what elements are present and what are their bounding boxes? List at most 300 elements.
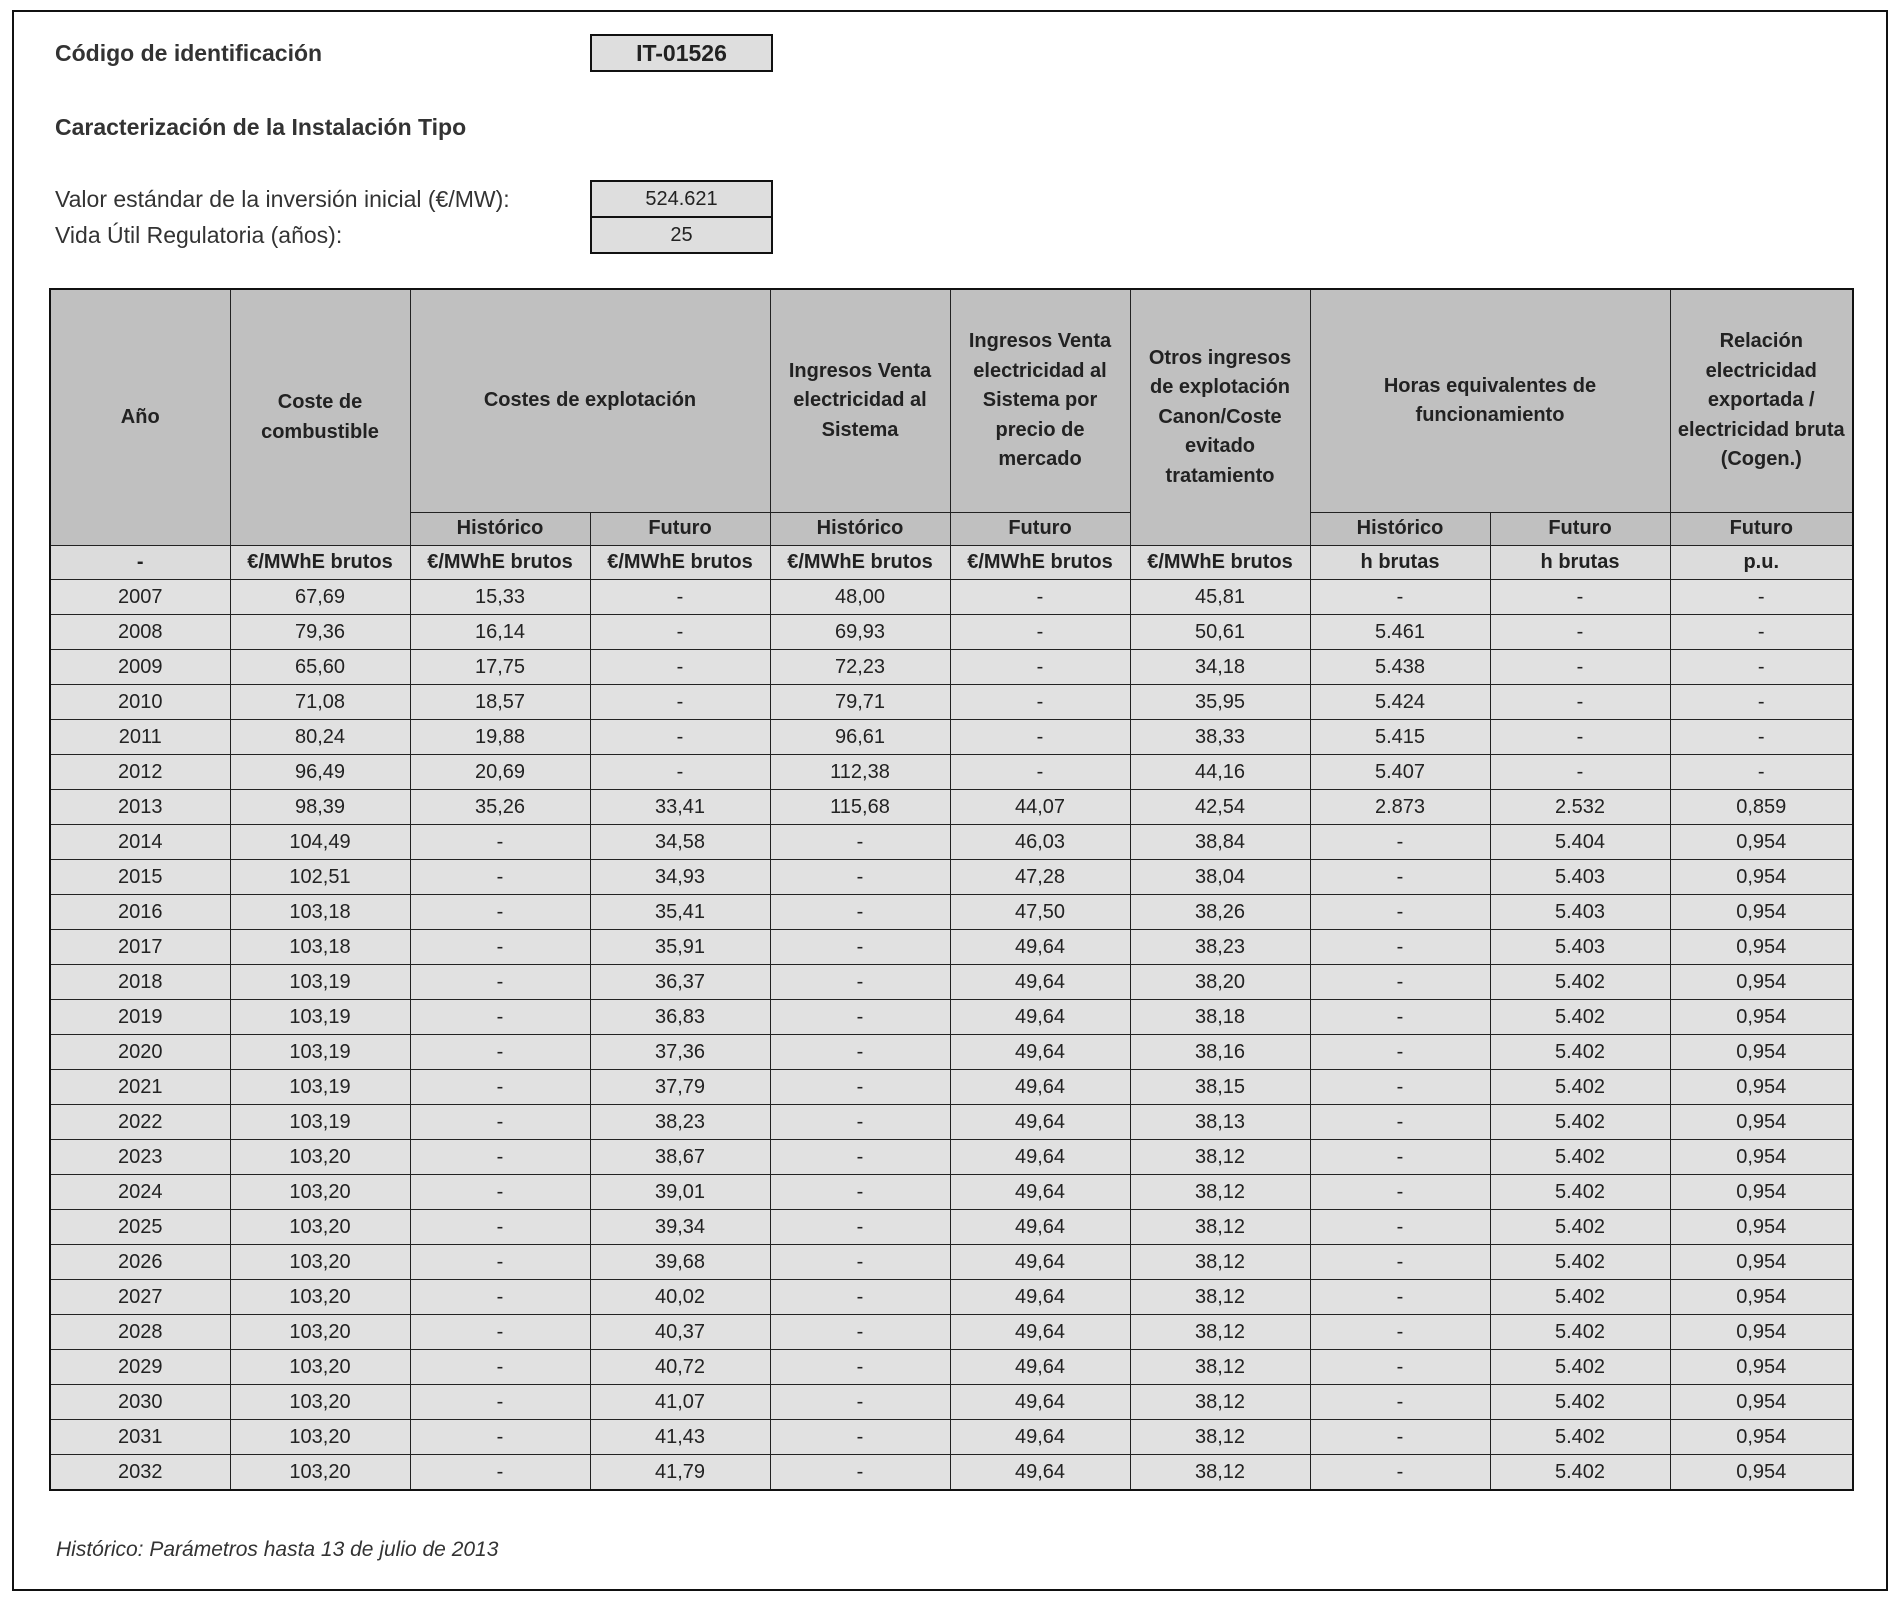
footnote: Histórico: Parámetros hasta 13 de julio de 2013 — [56, 1538, 499, 1561]
table-cell: 2025 — [50, 1210, 230, 1245]
table-cell: 49,64 — [950, 965, 1130, 1000]
table-cell: 2012 — [50, 755, 230, 790]
table-cell: 49,64 — [950, 1035, 1130, 1070]
table-cell: 0,954 — [1670, 965, 1853, 1000]
table-cell: 0,954 — [1670, 1245, 1853, 1280]
table-cell: 0,954 — [1670, 1385, 1853, 1420]
table-cell: 5.402 — [1490, 1350, 1670, 1385]
table-cell: - — [1490, 720, 1670, 755]
table-cell: 0,954 — [1670, 895, 1853, 930]
table-cell: - — [1310, 1105, 1490, 1140]
table-cell: - — [1490, 650, 1670, 685]
table-cell: 65,60 — [230, 650, 410, 685]
table-cell: - — [1490, 755, 1670, 790]
table-cell: 79,36 — [230, 615, 410, 650]
table-cell: 2.873 — [1310, 790, 1490, 825]
table-cell: - — [770, 1070, 950, 1105]
header-year: Año — [50, 289, 230, 546]
table-cell: 103,20 — [230, 1210, 410, 1245]
table-cell: 44,16 — [1130, 755, 1310, 790]
table-cell: 103,20 — [230, 1420, 410, 1455]
table-cell: - — [1670, 615, 1853, 650]
table-cell: 2021 — [50, 1070, 230, 1105]
table-row — [50, 685, 1853, 720]
table-cell: - — [770, 1140, 950, 1175]
table-cell: 40,02 — [590, 1280, 770, 1315]
table-cell: - — [1670, 580, 1853, 615]
table-cell: - — [590, 720, 770, 755]
table-cell: - — [1310, 1140, 1490, 1175]
table-cell: - — [1310, 895, 1490, 930]
table-cell: - — [770, 965, 950, 1000]
table-cell: 38,18 — [1130, 1000, 1310, 1035]
table-cell: 38,23 — [590, 1105, 770, 1140]
table-cell: - — [410, 1035, 590, 1070]
table-cell: 35,91 — [590, 930, 770, 965]
table-cell: 2018 — [50, 965, 230, 1000]
table-cell: 38,04 — [1130, 860, 1310, 895]
table-cell: - — [1310, 825, 1490, 860]
table-cell: 0,954 — [1670, 1420, 1853, 1455]
table-cell: - — [950, 685, 1130, 720]
table-cell: 72,23 — [770, 650, 950, 685]
table-cell: 5.402 — [1490, 1175, 1670, 1210]
table-cell: - — [1490, 615, 1670, 650]
table-cell: - — [1310, 1000, 1490, 1035]
table-cell: 41,07 — [590, 1385, 770, 1420]
table-cell: 2030 — [50, 1385, 230, 1420]
table-row — [50, 1455, 1853, 1491]
table-cell: 40,72 — [590, 1350, 770, 1385]
table-cell: 2019 — [50, 1000, 230, 1035]
table-cell: 5.402 — [1490, 1035, 1670, 1070]
units-row — [50, 546, 1853, 580]
table-cell: 5.404 — [1490, 825, 1670, 860]
table-cell: - — [410, 1140, 590, 1175]
table-cell: 5.415 — [1310, 720, 1490, 755]
table-cell: 38,20 — [1130, 965, 1310, 1000]
table-row — [50, 650, 1853, 685]
header-ratio: Relación electricidad exportada / electricidad bruta (Cogen.) — [1670, 289, 1853, 513]
subheader-ratio-futuro: Futuro — [1670, 513, 1853, 546]
table-cell: 35,26 — [410, 790, 590, 825]
table-cell: - — [410, 1175, 590, 1210]
life-value: 25 — [590, 216, 773, 254]
table-cell: 103,20 — [230, 1140, 410, 1175]
subheader-sales-historico: Histórico — [770, 513, 950, 546]
table-cell: 42,54 — [1130, 790, 1310, 825]
table-cell: 34,93 — [590, 860, 770, 895]
table-cell: 46,03 — [950, 825, 1130, 860]
table-cell: 38,67 — [590, 1140, 770, 1175]
table-cell: 5.403 — [1490, 895, 1670, 930]
table-cell: - — [770, 1245, 950, 1280]
table-cell: 36,37 — [590, 965, 770, 1000]
table-cell: 16,14 — [410, 615, 590, 650]
table-row — [50, 1000, 1853, 1035]
table-cell: 2026 — [50, 1245, 230, 1280]
table-cell: 47,50 — [950, 895, 1130, 930]
table-cell: 17,75 — [410, 650, 590, 685]
table-cell: - — [410, 825, 590, 860]
table-cell: 67,69 — [230, 580, 410, 615]
unit-cell: €/MWhE brutos — [950, 546, 1130, 580]
table-cell: - — [590, 580, 770, 615]
table-cell: 5.402 — [1490, 1105, 1670, 1140]
header-fuel-cost: Coste de combustible — [230, 289, 410, 546]
table-cell: 0,954 — [1670, 930, 1853, 965]
table-cell: - — [1310, 930, 1490, 965]
table-cell: 98,39 — [230, 790, 410, 825]
table-cell: - — [1670, 755, 1853, 790]
table-cell: 2011 — [50, 720, 230, 755]
table-cell: - — [590, 685, 770, 720]
table-cell: 0,954 — [1670, 1105, 1853, 1140]
table-row — [50, 895, 1853, 930]
table-cell: - — [410, 1105, 590, 1140]
table-row — [50, 1350, 1853, 1385]
table-cell: 37,36 — [590, 1035, 770, 1070]
table-cell: 44,07 — [950, 790, 1130, 825]
table-cell: 0,954 — [1670, 1070, 1853, 1105]
table-cell: - — [1670, 685, 1853, 720]
table-cell: 96,49 — [230, 755, 410, 790]
table-cell: - — [950, 650, 1130, 685]
table-row — [50, 825, 1853, 860]
table-cell: 5.402 — [1490, 1420, 1670, 1455]
table-cell: - — [1670, 650, 1853, 685]
table-cell: 2028 — [50, 1315, 230, 1350]
table-cell: 5.402 — [1490, 1385, 1670, 1420]
table-row — [50, 1070, 1853, 1105]
table-cell: 38,12 — [1130, 1350, 1310, 1385]
table-cell: 0,954 — [1670, 1455, 1853, 1491]
table-cell: 5.402 — [1490, 965, 1670, 1000]
table-cell: 2013 — [50, 790, 230, 825]
table-row — [50, 1385, 1853, 1420]
table-cell: 2032 — [50, 1455, 230, 1491]
table-cell: 103,19 — [230, 1035, 410, 1070]
table-cell: 40,37 — [590, 1315, 770, 1350]
header-sales-market: Ingresos Venta electricidad al Sistema por precio de mercado — [950, 289, 1130, 513]
table-cell: 49,64 — [950, 1070, 1130, 1105]
table-cell: 0,954 — [1670, 1315, 1853, 1350]
table-cell: 0,954 — [1670, 825, 1853, 860]
table-cell: 49,64 — [950, 1385, 1130, 1420]
table-cell: 2027 — [50, 1280, 230, 1315]
table-cell: - — [590, 650, 770, 685]
table-cell: 103,20 — [230, 1175, 410, 1210]
table-cell: 5.424 — [1310, 685, 1490, 720]
header-sales-system: Ingresos Venta electricidad al Sistema — [770, 289, 950, 513]
table-cell: 5.402 — [1490, 1245, 1670, 1280]
table-cell: 103,19 — [230, 965, 410, 1000]
table-cell: - — [1310, 860, 1490, 895]
table-cell: 71,08 — [230, 685, 410, 720]
table-row — [50, 1210, 1853, 1245]
table-cell: - — [1310, 1280, 1490, 1315]
table-cell: 49,64 — [950, 1280, 1130, 1315]
section-title: Caracterización de la Instalación Tipo — [55, 114, 467, 140]
table-row — [50, 615, 1853, 650]
table-cell: - — [1310, 1315, 1490, 1350]
table-cell: 36,83 — [590, 1000, 770, 1035]
table-cell: 103,19 — [230, 1000, 410, 1035]
table-cell: - — [770, 1210, 950, 1245]
table-row — [50, 1245, 1853, 1280]
table-cell: 38,12 — [1130, 1175, 1310, 1210]
table-cell: 0,954 — [1670, 1280, 1853, 1315]
table-cell: 5.438 — [1310, 650, 1490, 685]
table-cell: - — [590, 615, 770, 650]
table-cell: 5.461 — [1310, 615, 1490, 650]
table-cell: 5.402 — [1490, 1210, 1670, 1245]
table-row — [50, 790, 1853, 825]
table-cell: 38,12 — [1130, 1210, 1310, 1245]
subheader-opex-futuro: Futuro — [590, 513, 770, 546]
table-cell: - — [410, 1385, 590, 1420]
table-cell: 49,64 — [950, 930, 1130, 965]
table-cell: 15,33 — [410, 580, 590, 615]
table-cell: 49,64 — [950, 1000, 1130, 1035]
table-cell: - — [770, 1455, 950, 1491]
table-cell: 35,41 — [590, 895, 770, 930]
table-cell: 2017 — [50, 930, 230, 965]
table-cell: 38,15 — [1130, 1070, 1310, 1105]
table-cell: 2031 — [50, 1420, 230, 1455]
table-cell: - — [590, 755, 770, 790]
table-cell: 0,954 — [1670, 1140, 1853, 1175]
unit-cell: - — [50, 546, 230, 580]
table-cell: 103,20 — [230, 1280, 410, 1315]
table-cell: 19,88 — [410, 720, 590, 755]
header-hours: Horas equivalentes de funcionamiento — [1310, 289, 1670, 513]
table-cell: 103,20 — [230, 1385, 410, 1420]
table-cell: 38,12 — [1130, 1455, 1310, 1491]
table-cell: 34,18 — [1130, 650, 1310, 685]
table-cell: 0,954 — [1670, 860, 1853, 895]
table-cell: - — [1490, 685, 1670, 720]
table-cell: 112,38 — [770, 755, 950, 790]
table-cell: 41,43 — [590, 1420, 770, 1455]
table-cell: 115,68 — [770, 790, 950, 825]
table-cell: 38,23 — [1130, 930, 1310, 965]
table-row — [50, 755, 1853, 790]
table-cell: 2007 — [50, 580, 230, 615]
table-cell: - — [770, 1315, 950, 1350]
table-cell: - — [410, 1420, 590, 1455]
table-cell: - — [1310, 1455, 1490, 1491]
table-row — [50, 1175, 1853, 1210]
table-row — [50, 930, 1853, 965]
table-cell: 5.402 — [1490, 1070, 1670, 1105]
table-cell: 2008 — [50, 615, 230, 650]
table-cell: 104,49 — [230, 825, 410, 860]
table-cell: 38,33 — [1130, 720, 1310, 755]
table-cell: 5.402 — [1490, 1140, 1670, 1175]
table-cell: 38,16 — [1130, 1035, 1310, 1070]
table-cell: - — [950, 615, 1130, 650]
unit-cell: €/MWhE brutos — [590, 546, 770, 580]
table-cell: - — [1310, 1420, 1490, 1455]
table-cell: - — [1310, 1385, 1490, 1420]
table-cell: - — [770, 1350, 950, 1385]
unit-cell: €/MWhE brutos — [230, 546, 410, 580]
table-cell: 49,64 — [950, 1210, 1130, 1245]
table-cell: 38,84 — [1130, 825, 1310, 860]
investment-label: Valor estándar de la inversión inicial (€/MW): — [55, 186, 510, 212]
unit-cell: p.u. — [1670, 546, 1853, 580]
table-cell: 96,61 — [770, 720, 950, 755]
table-cell: - — [1310, 965, 1490, 1000]
table-cell: 49,64 — [950, 1350, 1130, 1385]
table-row — [50, 1105, 1853, 1140]
table-cell: 103,20 — [230, 1455, 410, 1491]
table-row — [50, 580, 1853, 615]
table-cell: 2014 — [50, 825, 230, 860]
table-row — [50, 1035, 1853, 1070]
table-cell: 103,19 — [230, 1070, 410, 1105]
table-cell: 103,20 — [230, 1315, 410, 1350]
table-cell: - — [1310, 1035, 1490, 1070]
table-cell: 38,12 — [1130, 1420, 1310, 1455]
table-cell: - — [770, 1280, 950, 1315]
table-cell: - — [410, 895, 590, 930]
unit-cell: €/MWhE brutos — [1130, 546, 1310, 580]
table-cell: 5.403 — [1490, 860, 1670, 895]
table-cell: 49,64 — [950, 1420, 1130, 1455]
investment-value: 524.621 — [590, 180, 773, 218]
table-cell: - — [410, 1350, 590, 1385]
table-cell: - — [770, 1175, 950, 1210]
table-cell: - — [410, 930, 590, 965]
unit-cell: €/MWhE brutos — [770, 546, 950, 580]
table-cell: - — [950, 580, 1130, 615]
table-cell: 49,64 — [950, 1245, 1130, 1280]
table-cell: 5.402 — [1490, 1315, 1670, 1350]
table-cell: 69,93 — [770, 615, 950, 650]
table-cell: 102,51 — [230, 860, 410, 895]
table-cell: 2020 — [50, 1035, 230, 1070]
table-cell: - — [1310, 1210, 1490, 1245]
table-cell: - — [1310, 580, 1490, 615]
table-cell: 33,41 — [590, 790, 770, 825]
table-row — [50, 1140, 1853, 1175]
unit-cell: h brutas — [1310, 546, 1490, 580]
table-cell: 5.402 — [1490, 1455, 1670, 1491]
table-row — [50, 720, 1853, 755]
table-cell: 38,12 — [1130, 1385, 1310, 1420]
table-cell: 2024 — [50, 1175, 230, 1210]
table-cell: 2010 — [50, 685, 230, 720]
table-cell: - — [410, 1455, 590, 1491]
table-cell: - — [770, 1420, 950, 1455]
table-cell: 37,79 — [590, 1070, 770, 1105]
header-opex: Costes de explotación — [410, 289, 770, 513]
code-label: Código de identificación — [55, 40, 323, 66]
table-cell: 49,64 — [950, 1105, 1130, 1140]
table-cell: 38,13 — [1130, 1105, 1310, 1140]
table-cell: 2.532 — [1490, 790, 1670, 825]
table-cell: - — [410, 1280, 590, 1315]
table-cell: - — [410, 1245, 590, 1280]
table-cell: - — [1490, 580, 1670, 615]
table-cell: - — [770, 1105, 950, 1140]
table-cell: 48,00 — [770, 580, 950, 615]
table-cell: - — [770, 825, 950, 860]
table-cell: 2015 — [50, 860, 230, 895]
table-cell: 103,19 — [230, 1105, 410, 1140]
table-cell: 49,64 — [950, 1140, 1130, 1175]
table-cell: 34,58 — [590, 825, 770, 860]
table-cell: - — [1310, 1070, 1490, 1105]
table-cell: 2016 — [50, 895, 230, 930]
table-row — [50, 1420, 1853, 1455]
header-other-income: Otros ingresos de explotación Canon/Coste evitado tratamiento — [1130, 289, 1310, 546]
table-cell: 80,24 — [230, 720, 410, 755]
table-cell: - — [1670, 720, 1853, 755]
table-cell: 47,28 — [950, 860, 1130, 895]
table-cell: 5.407 — [1310, 755, 1490, 790]
table-cell: 38,12 — [1130, 1245, 1310, 1280]
subheader-hours-futuro: Futuro — [1490, 513, 1670, 546]
table-cell: - — [770, 1385, 950, 1420]
table-cell: 38,26 — [1130, 895, 1310, 930]
table-cell: 0,954 — [1670, 1210, 1853, 1245]
table-cell: - — [410, 860, 590, 895]
table-cell: - — [950, 755, 1130, 790]
table-cell: 20,69 — [410, 755, 590, 790]
table-cell: 0,954 — [1670, 1000, 1853, 1035]
table-cell: 38,12 — [1130, 1315, 1310, 1350]
table-cell: 49,64 — [950, 1175, 1130, 1210]
table-cell: - — [770, 930, 950, 965]
table-cell: 103,20 — [230, 1245, 410, 1280]
table-cell: - — [410, 1070, 590, 1105]
table-cell: 79,71 — [770, 685, 950, 720]
table-row — [50, 860, 1853, 895]
table-cell: 38,12 — [1130, 1280, 1310, 1315]
unit-cell: h brutas — [1490, 546, 1670, 580]
table-row — [50, 1280, 1853, 1315]
table-cell: - — [1310, 1175, 1490, 1210]
table-cell: 39,01 — [590, 1175, 770, 1210]
table-cell: 103,18 — [230, 930, 410, 965]
table-cell: 0,859 — [1670, 790, 1853, 825]
subheader-market-futuro: Futuro — [950, 513, 1130, 546]
table-cell: 41,79 — [590, 1455, 770, 1491]
unit-cell: €/MWhE brutos — [410, 546, 590, 580]
table-cell: 0,954 — [1670, 1350, 1853, 1385]
table-cell: 49,64 — [950, 1315, 1130, 1350]
table-cell: 5.402 — [1490, 1000, 1670, 1035]
table-cell: 2009 — [50, 650, 230, 685]
table-cell: 2029 — [50, 1350, 230, 1385]
table-cell: - — [410, 1315, 590, 1350]
table-cell: 49,64 — [950, 1455, 1130, 1491]
table-cell: - — [1310, 1350, 1490, 1385]
table-cell: - — [770, 860, 950, 895]
subheader-hours-historico: Histórico — [1310, 513, 1490, 546]
table-cell: 39,34 — [590, 1210, 770, 1245]
table-row — [50, 965, 1853, 1000]
table-cell: 2022 — [50, 1105, 230, 1140]
table-cell: 39,68 — [590, 1245, 770, 1280]
table-cell: 38,12 — [1130, 1140, 1310, 1175]
table-cell: - — [410, 1210, 590, 1245]
parameters-table — [49, 288, 1854, 1491]
table-cell: - — [770, 1000, 950, 1035]
